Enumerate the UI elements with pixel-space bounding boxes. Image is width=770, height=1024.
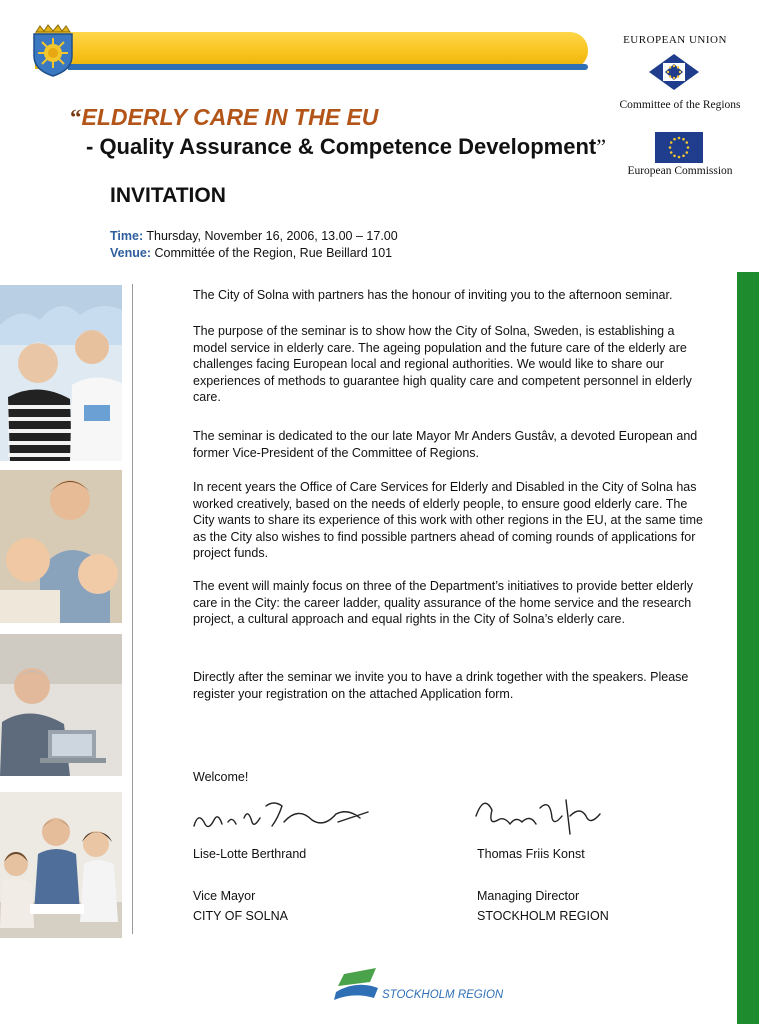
photo-man-laptop — [0, 634, 122, 776]
venue-label: Venue: — [110, 246, 151, 260]
body-paragraph-3: The seminar is dedicated to the our late Mayor Mr Anders Gustâv, a devoted European and former Vice-President of the Committee of Regions. — [193, 429, 698, 460]
time-line — [110, 229, 398, 243]
signature-konst — [470, 786, 610, 844]
photo-father-children — [0, 470, 122, 623]
body-paragraph-6: Directly after the seminar we invite you to have a drink together with the speakers. Please register your registration on the attached Application form. — [193, 670, 689, 701]
committee-of-regions-logo-icon — [647, 52, 701, 92]
stockholm-region-logo-icon — [334, 966, 504, 1006]
european-commission-label: European Commission — [627, 165, 733, 177]
photo-group-meeting — [0, 792, 122, 938]
document-subtitle — [86, 134, 606, 160]
title-line-2: - Quality Assurance & Competence Development — [86, 134, 597, 159]
body-paragraph-4: In recent years the Office of Care Services for Elderly and Disabled in the City of Solna has worked creatively, based on the needs of elderly people, to ensure good elderly care. The City wants to share its experience of this work with other regions in the EU, at the same time as the City also wishes to find possible partners ahead of coming rounds of applications for project funds. — [193, 480, 703, 560]
signatory-2-title: Managing Director — [477, 889, 580, 903]
solna-coat-of-arms-icon — [28, 22, 78, 78]
invitation-heading: INVITATION — [110, 184, 226, 207]
eu-union-label: EUROPEAN UNION — [623, 34, 727, 46]
signatory-1-org: CITY OF SOLNA — [193, 909, 288, 923]
signature-berthrand — [188, 792, 378, 842]
signatory-1-name: Lise-Lotte Berthrand — [193, 847, 307, 861]
document-title — [70, 104, 378, 131]
stockholm-region-logo-text: STOCKHOLM REGION — [382, 989, 504, 1001]
body-paragraph-2: The purpose of the seminar is to show how the City of Solna, Sweden, is establishing a model service in elderly care. The ageing population and the future care of the elderly are challenges facing European local and regional authorities. We would like to share our experiences of methods to guarantee high quality care and competent personnel in elderly care. — [193, 324, 692, 404]
eu-flag-icon — [655, 132, 703, 163]
time-label: Time: — [110, 229, 144, 243]
signatory-2-name: Thomas Friis Konst — [477, 847, 585, 861]
open-quote: “ — [70, 105, 82, 130]
venue-value: Committée of the Region, Rue Beillard 101 — [151, 246, 393, 260]
committee-of-regions-label: Committee of the Regions — [619, 99, 741, 111]
signatory-2-org: STOCKHOLM REGION — [477, 909, 609, 923]
header-banner-stripe — [68, 64, 588, 70]
signatory-1-title: Vice Mayor — [193, 889, 256, 903]
close-quote: ” — [596, 134, 606, 159]
time-value: Thursday, November 16, 2006, 13.00 – 17.00 — [143, 229, 398, 243]
body-paragraph-5: The event will mainly focus on three of the Department’s initiatives to provide better elderly care in the City: the career ladder, quality assurance of the home service and the research project, a cultural approach and equal rights in the City of Solna’s elderly care. — [193, 579, 694, 626]
title-line-1: ELDERLY CARE IN THE EU — [81, 104, 379, 130]
venue-line — [110, 246, 392, 260]
green-side-bar — [737, 272, 759, 1024]
photo-elderly-couple — [0, 285, 122, 461]
vertical-divider — [132, 284, 133, 934]
welcome-text: Welcome! — [193, 770, 249, 784]
body-paragraph-1: The City of Solna with partners has the honour of inviting you to the afternoon seminar. — [193, 288, 673, 302]
